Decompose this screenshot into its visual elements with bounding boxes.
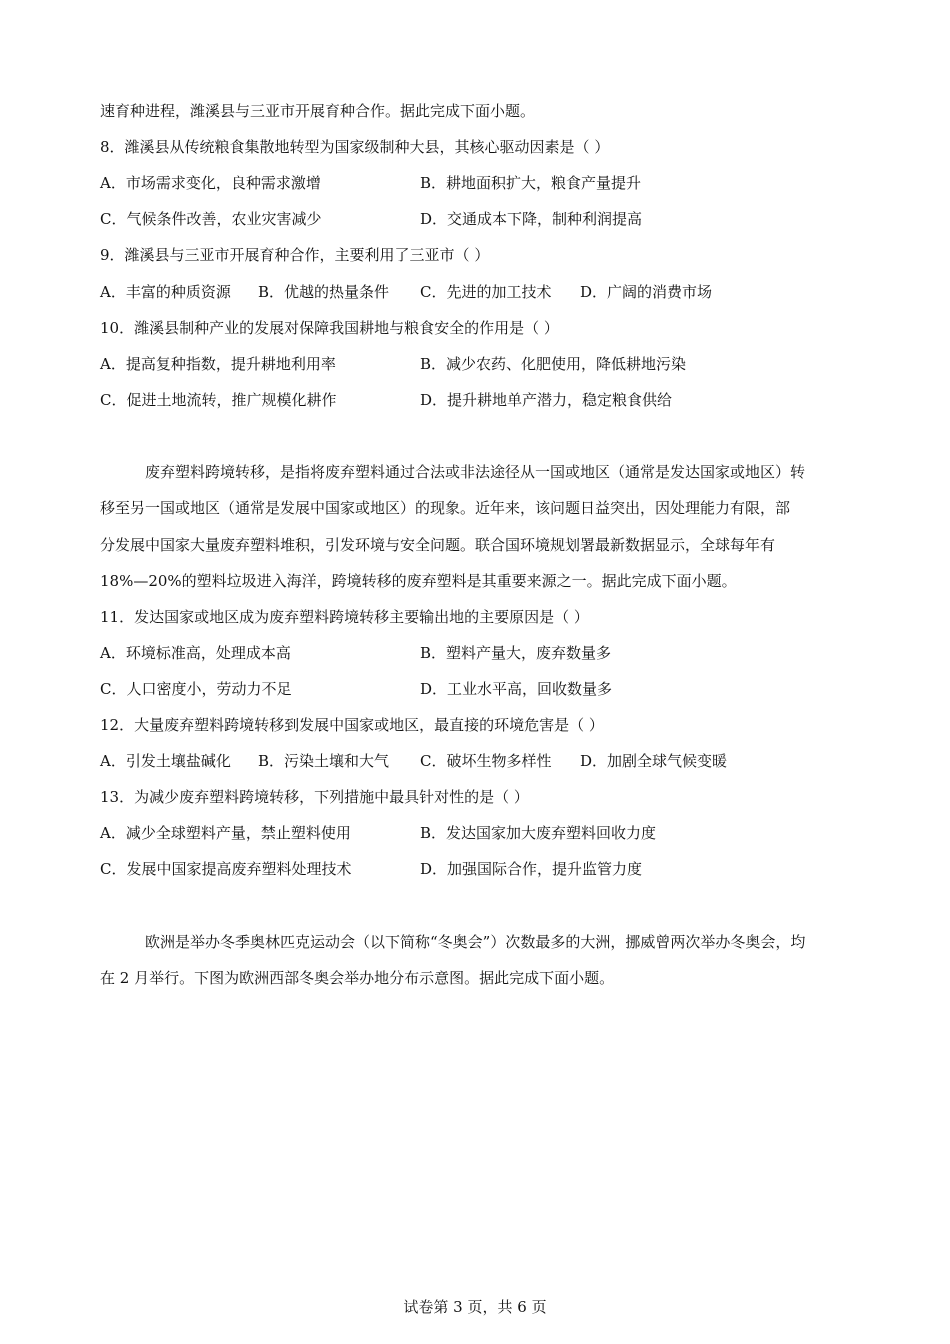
passage1-tail: 速育种进程，潍溪县与三亚市开展育种合作。据此完成下面小题。: [100, 102, 536, 120]
q13-option-c[interactable]: C．发展中国家提高废弃塑料处理技术: [100, 860, 352, 878]
q11-option-c[interactable]: C．人口密度小，劳动力不足: [100, 680, 292, 698]
q8-option-a[interactable]: A．市场需求变化，良种需求激增: [100, 174, 321, 192]
q12-option-a[interactable]: A．引发土壤盐碱化: [100, 752, 231, 770]
q10-option-d[interactable]: D．提升耕地单产潜力，稳定粮食供给: [420, 391, 673, 409]
question-10-stem: 10．潍溪县制种产业的发展对保障我国耕地与粮食安全的作用是（ ）: [100, 319, 559, 337]
q8-option-d[interactable]: D．交通成本下降，制种利润提高: [420, 210, 643, 228]
question-12-stem: 12．大量废弃塑料跨境转移到发展中国家或地区，最直接的环境危害是（ ）: [100, 716, 604, 734]
q9-option-a[interactable]: A．丰富的种质资源: [100, 283, 231, 301]
q11-option-a[interactable]: A．环境标准高，处理成本高: [100, 644, 291, 662]
q10-option-c[interactable]: C．促进土地流转，推广规模化耕作: [100, 391, 337, 409]
q13-option-a[interactable]: A．减少全球塑料产量，禁止塑料使用: [100, 824, 351, 842]
question-13-stem: 13．为减少废弃塑料跨境转移，下列措施中最具针对性的是（ ）: [100, 788, 529, 806]
passage3-line-2: 在 2 月举行。下图为欧洲西部冬奥会举办地分布示意图。据此完成下面小题。: [100, 969, 615, 987]
passage2-line-4: 18%—20%的塑料垃圾进入海洋，跨境转移的废弃塑料是其重要来源之一。据此完成下面小题。: [100, 572, 737, 590]
q13-option-b[interactable]: B．发达国家加大废弃塑料回收力度: [420, 824, 657, 842]
q10-option-a[interactable]: A．提高复种指数，提升耕地利用率: [100, 355, 336, 373]
q11-option-d[interactable]: D．工业水平高，回收数量多: [420, 680, 613, 698]
passage2-line-2: 移至另一国或地区（通常是发展中国家或地区）的现象。近年来，该问题日益突出，因处理能力有限，部: [100, 499, 791, 517]
passage2-line-3: 分发展中国家大量废弃塑料堆积，引发环境与安全问题。联合国环境规划署最新数据显示，全球每年有: [100, 536, 776, 554]
q13-option-d[interactable]: D．加强国际合作，提升监管力度: [420, 860, 643, 878]
q10-option-b[interactable]: B．减少农药、化肥使用，降低耕地污染: [420, 355, 687, 373]
q11-option-b[interactable]: B．塑料产量大，废弃数量多: [420, 644, 612, 662]
page-footer: 试卷第 3 页，共 6 页: [403, 1298, 547, 1316]
question-11-stem: 11．发达国家或地区成为废弃塑料跨境转移主要输出地的主要原因是（ ）: [100, 608, 589, 626]
q8-option-b[interactable]: B．耕地面积扩大，粮食产量提升: [420, 174, 642, 192]
q12-option-d[interactable]: D．加剧全球气候变暖: [580, 752, 728, 770]
passage2-line-1: 废弃塑料跨境转移，是指将废弃塑料通过合法或非法途径从一国或地区（通常是发达国家或地区）转: [145, 463, 806, 481]
passage3-line-1: 欧洲是举办冬季奥林匹克运动会（以下简称“冬奥会”）次数最多的大洲，挪威曾两次举办冬奥会，均: [145, 933, 806, 951]
q12-option-c[interactable]: C．破坏生物多样性: [420, 752, 552, 770]
q9-option-b[interactable]: B．优越的热量条件: [258, 283, 390, 301]
question-8-stem: 8．潍溪县从传统粮食集散地转型为国家级制种大县，其核心驱动因素是（ ）: [100, 138, 610, 156]
q9-option-d[interactable]: D．广阔的消费市场: [580, 283, 713, 301]
q8-option-c[interactable]: C．气候条件改善，农业灾害减少: [100, 210, 322, 228]
q9-option-c[interactable]: C．先进的加工技术: [420, 283, 552, 301]
q12-option-b[interactable]: B．污染土壤和大气: [258, 752, 390, 770]
question-9-stem: 9．潍溪县与三亚市开展育种合作，主要利用了三亚市（ ）: [100, 246, 490, 264]
